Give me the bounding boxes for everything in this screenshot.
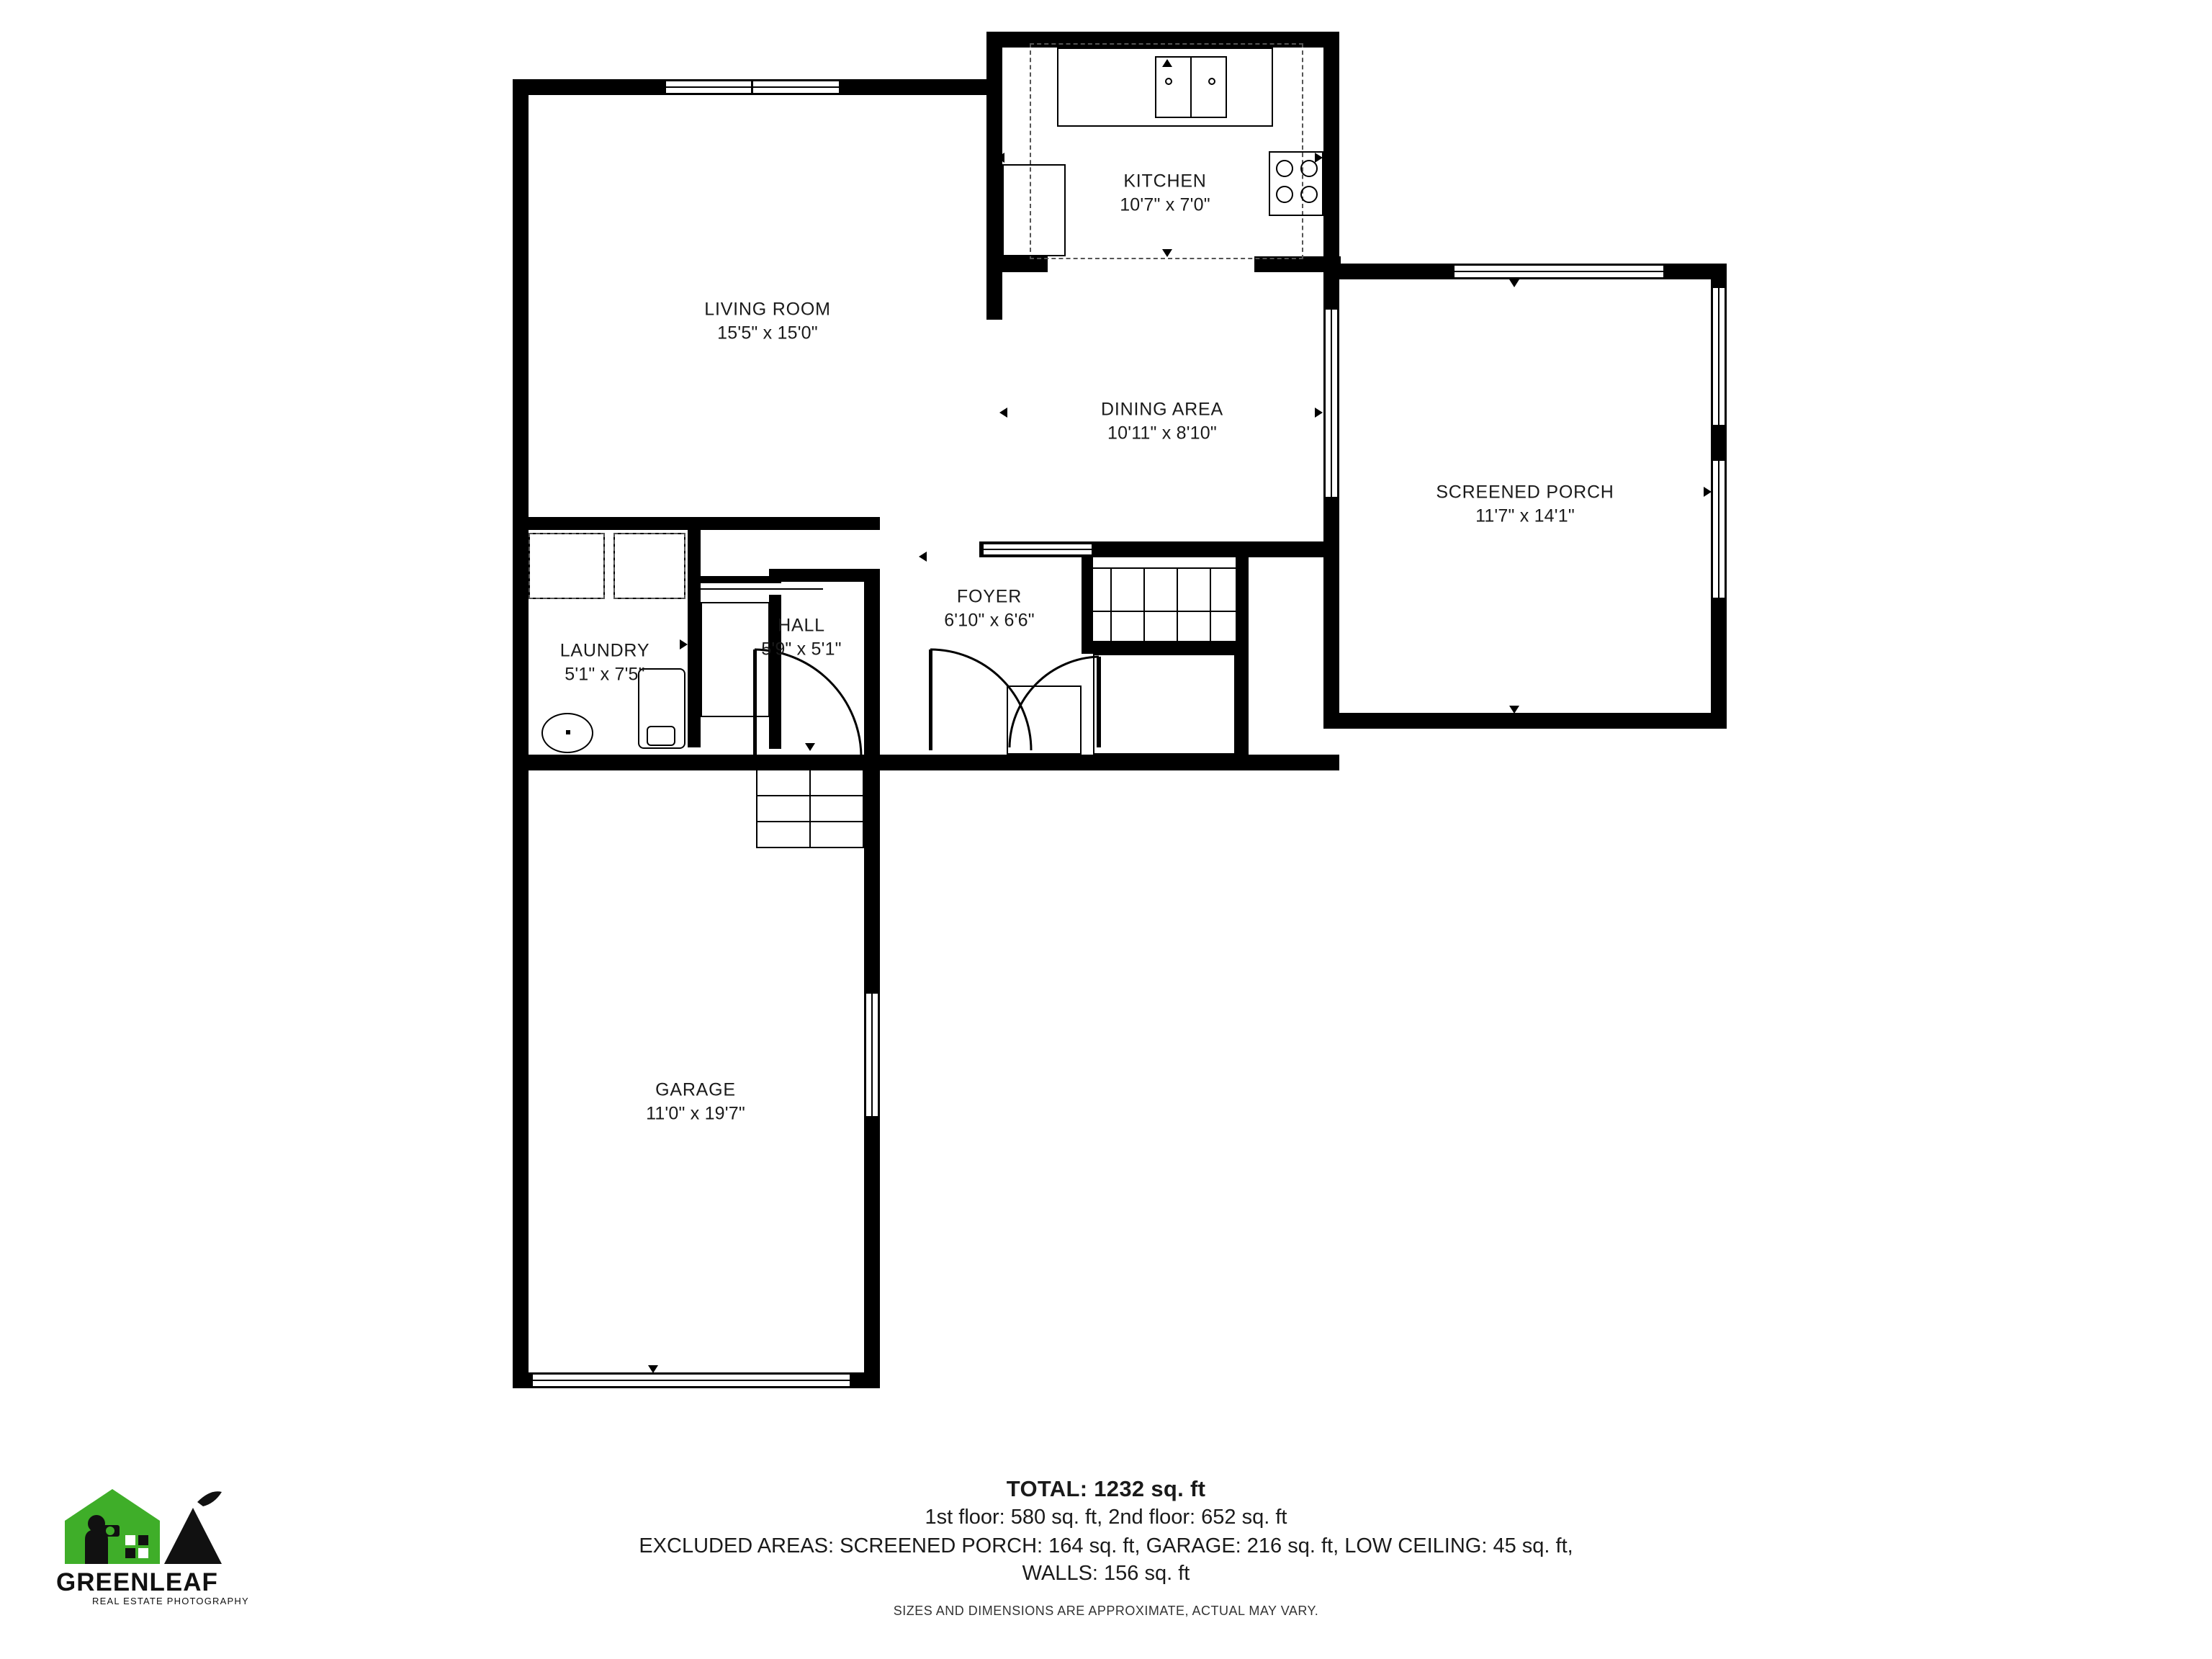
greenleaf-house-icon — [56, 1483, 265, 1570]
stair-direction-line — [1087, 611, 1243, 612]
basement-stair-arrow-stem — [809, 769, 811, 805]
hall-closet-door-line — [701, 588, 823, 590]
room-name-hall: HALL — [778, 615, 825, 636]
arrow-hall-door-down — [805, 743, 815, 751]
arrow-dining-right — [1315, 408, 1323, 418]
room-dims-laundry: 5'1" x 7'5" — [565, 664, 645, 684]
lower-stairs-box — [1093, 654, 1236, 755]
wall-porch-bottom — [1323, 713, 1727, 729]
room-dims-screened-porch: 11'7" x 14'1" — [1475, 505, 1575, 526]
disclaimer-text: SIZES AND DIMENSIONS ARE APPROXIMATE, ACTUAL MAY VARY. — [893, 1603, 1319, 1618]
room-name-laundry: LAUNDRY — [559, 640, 650, 661]
arrow-garage-left — [520, 1100, 528, 1110]
room-name-foyer: FOYER — [956, 586, 1022, 607]
area-summary — [0, 1476, 2212, 1619]
dryer-dash — [613, 533, 685, 599]
arrow-garage-down — [648, 1365, 658, 1373]
arrow-kitchen-down — [1162, 249, 1172, 257]
arrow-living-left — [520, 282, 528, 292]
greenleaf-logo — [56, 1483, 265, 1606]
porch-screen-right-line — [1718, 288, 1719, 425]
toilet — [647, 726, 675, 746]
stairs-box — [1082, 567, 1249, 642]
washer-dash — [529, 533, 605, 599]
excluded-areas-line1: EXCLUDED AREAS: SCREENED PORCH: 164 sq. ft, GARAGE: 216 sq. ft, LOW CEILING: 45 sq. ft, — [639, 1534, 1573, 1557]
wall-stairs-bottom-left — [1082, 641, 1247, 654]
porch-screen-top-line — [1455, 271, 1663, 272]
room-dims-hall: 5'9" x 5'1" — [761, 639, 842, 659]
room-name-garage: GARAGE — [655, 1079, 736, 1100]
stair-tread-1 — [1110, 567, 1112, 642]
room-label-kitchen — [1120, 170, 1210, 217]
room-label-laundry — [560, 639, 650, 686]
wall-exterior-left-main — [513, 79, 529, 770]
room-name-living-room: LIVING ROOM — [704, 299, 831, 320]
room-dims-living-room: 15'5" x 15'0" — [717, 323, 818, 343]
room-dims-kitchen: 10'7" x 7'0" — [1120, 194, 1210, 215]
total-area: TOTAL: 1232 sq. ft — [1006, 1476, 1206, 1501]
stair-direction-arrow — [1240, 606, 1248, 616]
garage-window-right-line — [871, 994, 873, 1116]
arrow-porch-right — [1704, 487, 1712, 497]
arrow-foyer-left — [919, 552, 927, 562]
porch-door-line — [1331, 310, 1332, 497]
logo-tagline-text: REAL ESTATE PHOTOGRAPHY — [92, 1596, 249, 1606]
room-dims-dining-area: 10'11" x 8'10" — [1107, 423, 1217, 443]
room-label-garage — [646, 1079, 745, 1125]
room-label-dining-area — [1101, 398, 1223, 445]
wall-laundry-hall — [688, 517, 701, 747]
stair-tread-4 — [1210, 567, 1211, 642]
arrow-porch-down — [1509, 706, 1519, 714]
arrow-kitchen-left — [997, 153, 1004, 163]
sink-drain — [566, 730, 570, 734]
range-burner-3 — [1276, 186, 1293, 203]
arrow-kitchen-right — [1315, 153, 1323, 163]
stair-tread-2 — [1143, 567, 1145, 642]
logo-brand-text: GREENLEAF — [56, 1568, 218, 1596]
arrow-laundry-left — [520, 639, 528, 649]
range-burner-1 — [1276, 160, 1293, 177]
foyer-top-window-line — [984, 549, 1092, 550]
kitchen-sink-divider — [1190, 56, 1192, 118]
door-swing-entry — [1008, 655, 1102, 756]
arrow-hall-left — [693, 639, 701, 649]
garage-door-line — [533, 1380, 850, 1381]
window-living-top-mullion — [751, 81, 753, 93]
porch-screen-right-2-line — [1718, 461, 1719, 598]
excluded-areas-line2: WALLS: 156 sq. ft — [1022, 1562, 1190, 1586]
arrow-living-right — [994, 271, 1002, 281]
kitchen-faucet — [1165, 78, 1172, 85]
floor-breakdown: 1st floor: 580 sq. ft, 2nd floor: 652 sq. ft — [925, 1506, 1287, 1529]
room-name-dining-area: DINING AREA — [1101, 399, 1223, 420]
room-label-hall — [761, 614, 842, 661]
room-label-foyer — [944, 585, 1035, 632]
arrow-porch-top-down — [1509, 279, 1519, 287]
room-name-screened-porch: SCREENED PORCH — [1436, 482, 1614, 503]
kitchen-faucet-2 — [1208, 78, 1215, 85]
arrow-dining-left — [999, 408, 1007, 418]
arrow-kitchen-up — [1162, 59, 1172, 67]
room-label-screened-porch — [1436, 481, 1614, 528]
room-dims-garage: 11'0" x 19'7" — [646, 1103, 745, 1123]
room-label-living-room — [704, 298, 831, 345]
arrow-laundry-right — [680, 639, 688, 649]
wall-hall-top — [769, 569, 880, 582]
wall-garage-left — [513, 755, 529, 1388]
range-burner-4 — [1300, 186, 1318, 203]
room-dims-foyer: 6'10" x 6'6" — [944, 610, 1035, 630]
wall-main-bottom — [513, 755, 1339, 770]
room-name-kitchen: KITCHEN — [1123, 171, 1207, 192]
kitchen-refrigerator — [1002, 164, 1066, 256]
stair-tread-3 — [1177, 567, 1178, 642]
